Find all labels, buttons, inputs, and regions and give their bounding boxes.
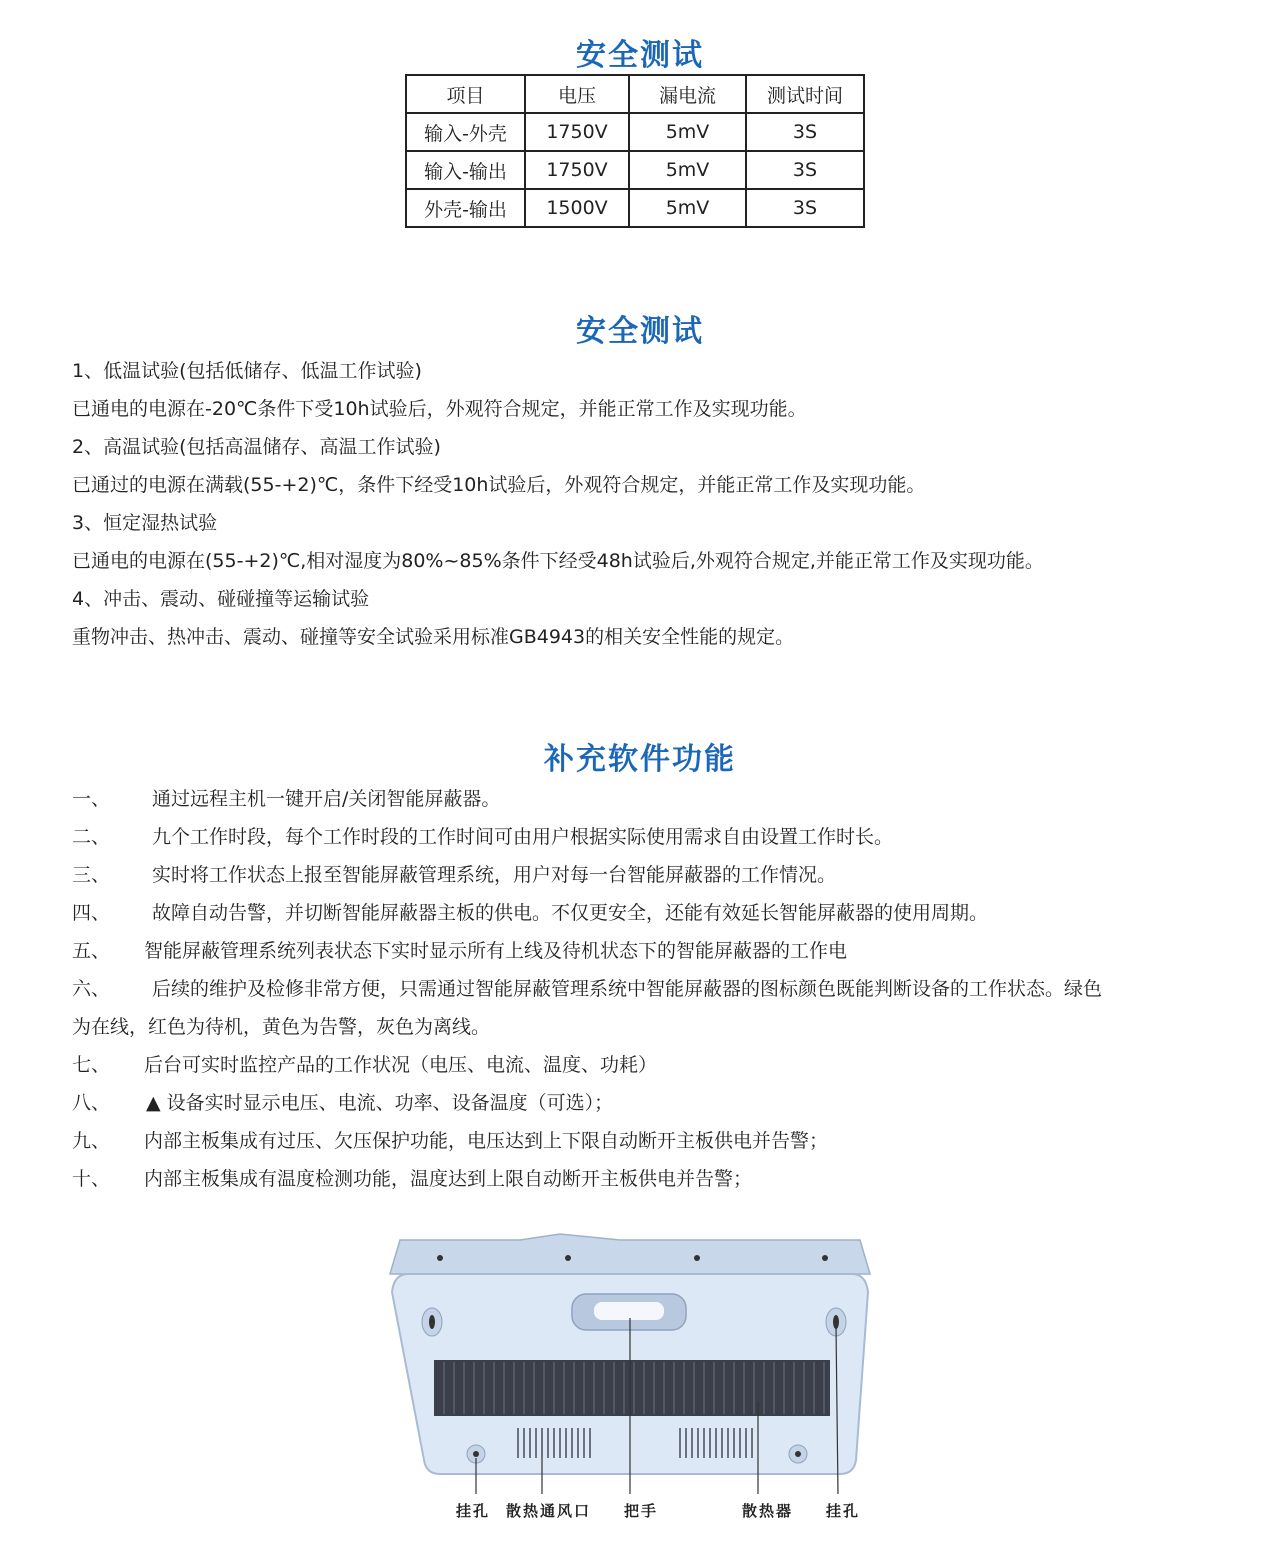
feature-text: 智能屏蔽管理系统列表状态下实时显示所有上线及待机状态下的智能屏蔽器的工作电 — [144, 940, 848, 962]
feature-text: 为在线，红色为待机，黄色为告警，灰色为离线。 — [72, 1016, 491, 1038]
test-item-heading: 2、高温试验(包括高温储存、高温工作试验) — [72, 436, 441, 458]
feature-text: 九个工作时段，每个工作时段的工作时间可由用户根据实际使用需求自由设置工作时长。 — [152, 826, 894, 848]
feature-item — [72, 1160, 1212, 1198]
section-title-safety-test: 安全测试 — [576, 38, 704, 73]
feature-item — [72, 1084, 1212, 1122]
label-handle: 把手 — [624, 1502, 659, 1520]
table-row — [406, 113, 864, 151]
table-row — [406, 151, 864, 189]
table-header-cell: 测试时间 — [746, 75, 864, 113]
table-cell: 3S — [746, 151, 864, 189]
feature-number: 一、 — [72, 788, 111, 810]
feature-number: 九、 — [72, 1130, 111, 1152]
feature-number: 六、 — [72, 978, 111, 1000]
feature-item — [72, 894, 1212, 932]
feature-number: 八、 — [72, 1092, 111, 1114]
table-cell: 外壳-输出 — [406, 189, 525, 227]
feature-number: 七、 — [72, 1054, 111, 1076]
feature-item — [72, 818, 1212, 856]
test-item-heading: 4、冲击、震动、碰碰撞等运输试验 — [72, 588, 370, 610]
screw-dot — [822, 1255, 828, 1261]
label-hanging-hole: 挂孔 — [456, 1502, 491, 1520]
label-hanging-hole-right: 挂孔 — [826, 1502, 861, 1520]
hanging-hole-slot — [795, 1451, 801, 1457]
feature-number: 三、 — [72, 864, 111, 886]
screw-dot — [565, 1255, 571, 1261]
table-cell: 1500V — [525, 189, 629, 227]
test-item-text: 已通过的电源在满载(55-+2)℃，条件下经受10h试验后，外观符合规定，并能正常工作及实现功能。 — [72, 474, 926, 496]
table-row — [406, 189, 864, 227]
table-cell: 1750V — [525, 151, 629, 189]
test-item-text: 已通电的电源在(55-+2)℃,相对湿度为80%~85%条件下经受48h试验后,外观符合规定,并能正常工作及实现功能。 — [72, 550, 1044, 572]
feature-item-continuation — [72, 1008, 1212, 1046]
table-cell: 1750V — [525, 113, 629, 151]
section-title-software-features: 补充软件功能 — [544, 742, 736, 777]
feature-item — [72, 780, 1212, 818]
feature-text: 内部主板集成有温度检测功能，温度达到上限自动断开主板供电并告警； — [144, 1168, 753, 1190]
device-handle-grip — [594, 1302, 664, 1320]
label-heatsink: 散热器 — [742, 1502, 794, 1520]
screw-dot — [694, 1255, 700, 1261]
table-header-cell: 电压 — [525, 75, 629, 113]
device-illustration — [380, 1222, 900, 1542]
feature-text: 通过远程主机一键开启/关闭智能屏蔽器。 — [152, 788, 501, 810]
feature-text: ▲ 设备实时显示电压、电流、功率、设备温度（可选）； — [146, 1092, 614, 1114]
table-cell: 3S — [746, 113, 864, 151]
table-cell: 3S — [746, 189, 864, 227]
hanging-hole-slot — [429, 1315, 435, 1329]
table-cell: 5mV — [629, 189, 746, 227]
feature-item — [72, 932, 1212, 970]
table-cell: 输入-外壳 — [406, 113, 525, 151]
table-header-cell: 项目 — [406, 75, 525, 113]
feature-text: 故障自动告警，并切断智能屏蔽器主板的供电。不仅更安全，还能有效延长智能屏蔽器的使用周期。 — [152, 902, 989, 924]
table-header-row — [406, 75, 864, 113]
section-title-safety-test-2: 安全测试 — [576, 314, 704, 349]
feature-item — [72, 970, 1212, 1008]
feature-text: 后续的维护及检修非常方便，只需通过智能屏蔽管理系统中智能屏蔽器的图标颜色既能判断设备的工作状态。绿色 — [152, 978, 1103, 1000]
feature-text: 实时将工作状态上报至智能屏蔽管理系统，用户对每一台智能屏蔽器的工作情况。 — [152, 864, 837, 886]
test-item-heading: 3、恒定湿热试验 — [72, 512, 218, 534]
feature-number: 五、 — [72, 940, 111, 962]
feature-number: 四、 — [72, 902, 111, 924]
label-vent: 散热通风口 — [506, 1502, 592, 1520]
feature-text: 后台可实时监控产品的工作状况（电压、电流、温度、功耗） — [144, 1054, 658, 1076]
safety-test-table — [405, 74, 865, 228]
table-cell: 5mV — [629, 151, 746, 189]
hanging-hole-slot — [473, 1451, 479, 1457]
test-item-heading: 1、低温试验(包括低储存、低温工作试验) — [72, 360, 422, 382]
table-header-cell: 漏电流 — [629, 75, 746, 113]
table-cell: 5mV — [629, 113, 746, 151]
test-item-text: 重物冲击、热冲击、震动、碰撞等安全试验采用标准GB4943的相关安全性能的规定。 — [72, 626, 795, 648]
feature-text: 内部主板集成有过压、欠压保护功能，电压达到上下限自动断开主板供电并告警； — [144, 1130, 829, 1152]
table-cell: 输入-输出 — [406, 151, 525, 189]
feature-item — [72, 1046, 1212, 1084]
feature-number: 十、 — [72, 1168, 111, 1190]
device-back-panel — [390, 1234, 870, 1274]
test-item-text: 已通电的电源在-20℃条件下受10h试验后，外观符合规定，并能正常工作及实现功能。 — [72, 398, 807, 420]
screw-dot — [437, 1255, 443, 1261]
feature-item — [72, 1122, 1212, 1160]
feature-number: 二、 — [72, 826, 111, 848]
feature-item — [72, 856, 1212, 894]
